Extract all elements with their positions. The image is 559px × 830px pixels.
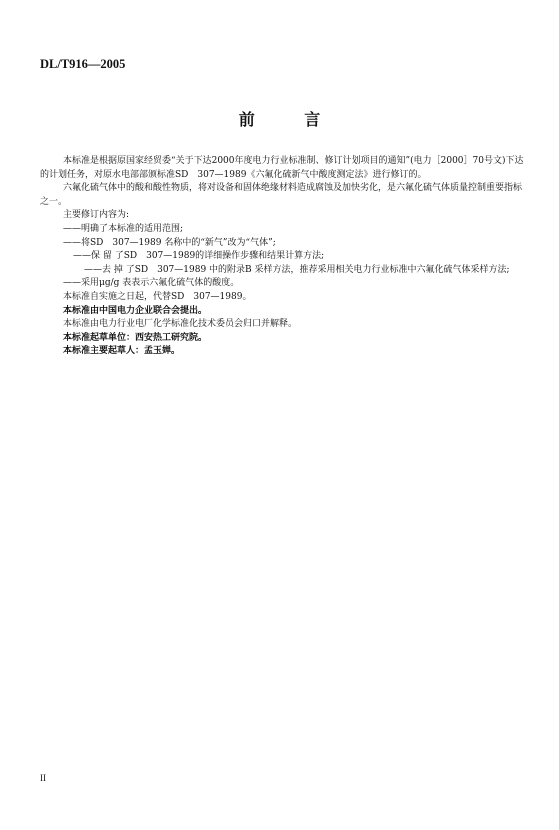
standard-code: DL/T916—2005	[40, 57, 126, 71]
paragraph-drafters: 本标准主要起草人：孟玉婵。	[63, 346, 181, 357]
paragraph-replaces: 本标准自实施之日起，代替SD 307—1989。	[63, 291, 252, 302]
paragraph-origin: 本标准是根据原国家经贸委“关于下达2000年度电力行业标准制、修订计划项目的通知”(电力［2000］70号文)下达的计划任务，对原水电部部颁标准SD 307—1989《六氟化硫新气中酸度测定法》进行修订的。	[40, 156, 524, 180]
paragraph-proposed-by: 本标准由中国电力企业联合会提出。	[63, 305, 208, 316]
revision-item-scope: ——明确了本标准的适用范围;	[63, 223, 184, 234]
revision-item-remove: ——去 掉 了SD 307—1989 中的附录B 采样方法，推荐采用相关电力行业标准中六氟化硫气体采样方法;	[84, 264, 510, 275]
page-number: II	[40, 773, 46, 783]
paragraph-drafting-unit: 本标准起草单位：西安热工研究院。	[63, 332, 208, 343]
revision-item-retain: ——保 留 了SD 307—1989的详细操作步骤和结果计算方法;	[73, 251, 325, 262]
page-title: 前 言	[238, 110, 343, 129]
paragraph-managed-by: 本标准由电力行业电厂化学标准化技术委员会归口并解释。	[63, 319, 298, 330]
revision-item-unit: ——采用μg/g 表表示六氟化硫气体的酸度。	[63, 278, 240, 289]
paragraph-importance: 六氟化硫气体中的酸和酸性物质，将对设备和固体绝缘材料造成腐蚀及加快劣化，是六氟化硫气体质量控制重要指标之一。	[40, 183, 523, 207]
revision-item-rename: ——将SD 307—1989 名称中的“新气”改为“气体”;	[63, 237, 276, 248]
paragraph-revision-intro: 主要修订内容为:	[63, 210, 130, 221]
foreword-body	[40, 155, 524, 359]
